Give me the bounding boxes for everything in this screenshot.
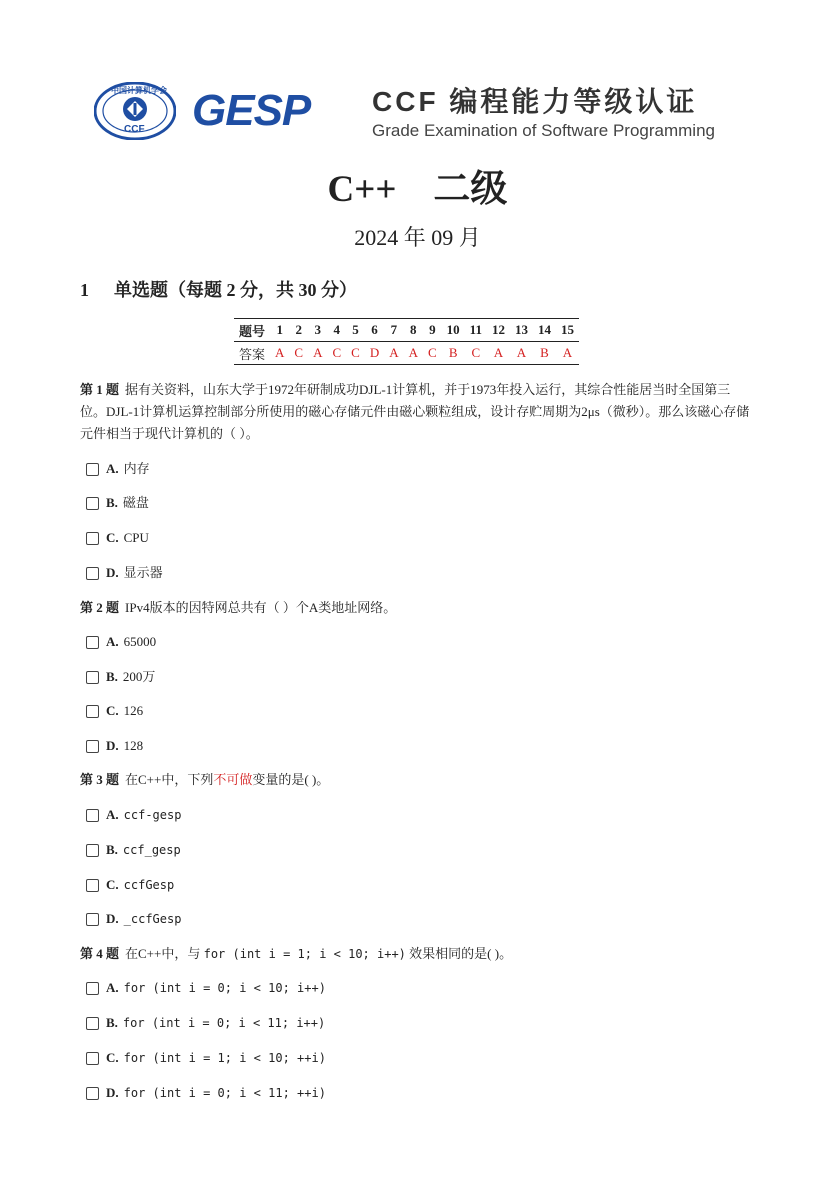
question-number-cell: 10: [442, 319, 465, 342]
answer-cell: D: [365, 342, 384, 365]
question-3-text: [80, 769, 750, 791]
question-number-cell: 4: [327, 319, 346, 342]
question-number-cell: 1: [270, 319, 289, 342]
checkbox-icon[interactable]: [86, 705, 99, 718]
question-4-label: 第 4 题: [80, 946, 120, 961]
answer-table-head-label: 题号: [234, 319, 270, 342]
answer-cell: C: [327, 342, 346, 365]
option-letter: D.: [106, 738, 119, 753]
option-letter: B.: [106, 495, 118, 510]
question-1-option-c[interactable]: [86, 529, 149, 547]
option-text: 65000: [123, 634, 157, 649]
checkbox-icon[interactable]: [86, 844, 99, 857]
checkbox-icon[interactable]: [86, 740, 99, 753]
question-number-cell: 5: [346, 319, 365, 342]
checkbox-icon[interactable]: [86, 982, 99, 995]
question-4-stem-before: 在C++中，与: [125, 946, 201, 961]
question-3-stem-after: 变量的是( )。: [252, 772, 330, 787]
question-number-cell: 11: [465, 319, 487, 342]
checkbox-icon[interactable]: [86, 463, 99, 476]
checkbox-icon[interactable]: [86, 532, 99, 545]
checkbox-icon[interactable]: [86, 1017, 99, 1030]
question-1-option-d[interactable]: [86, 564, 163, 582]
question-3-stem-before: 在C++中，下列: [125, 772, 214, 787]
section-heading: [80, 278, 357, 302]
option-code: ccf-gesp: [123, 808, 182, 822]
option-letter: A.: [106, 980, 119, 995]
option-text: 内存: [123, 461, 150, 476]
question-2-option-b[interactable]: [86, 668, 155, 686]
option-letter: C.: [106, 877, 119, 892]
option-code: for (int i = 0; i < 11; i++): [122, 1016, 326, 1030]
question-3-option-a[interactable]: [86, 806, 181, 824]
answer-cell: C: [423, 342, 442, 365]
question-number-cell: 12: [487, 319, 510, 342]
answer-cell: A: [510, 342, 533, 365]
question-4-option-c[interactable]: [86, 1049, 326, 1067]
section-number: 1: [80, 280, 89, 300]
checkbox-icon[interactable]: [86, 671, 99, 684]
question-2-option-a[interactable]: [86, 633, 156, 651]
question-4-stem-after: 效果相同的是( )。: [409, 946, 513, 961]
question-4-stem-code: for (int i = 1; i < 10; i++): [203, 947, 406, 961]
gesp-logo: GESP: [192, 86, 311, 135]
option-text: 200万: [122, 669, 156, 684]
option-code: for (int i = 0; i < 10; i++): [123, 981, 326, 995]
question-4-text: [80, 943, 750, 965]
answer-table-header-row: [234, 319, 579, 342]
option-letter: D.: [106, 911, 119, 926]
question-3-stem-highlight: 不可做: [213, 772, 253, 787]
question-1-option-b[interactable]: [86, 494, 149, 512]
question-3-option-c[interactable]: [86, 876, 174, 894]
checkbox-icon[interactable]: [86, 913, 99, 926]
question-3-option-b[interactable]: [86, 841, 181, 859]
answer-cell: B: [533, 342, 556, 365]
question-number-cell: 7: [384, 319, 403, 342]
answer-cell: C: [289, 342, 308, 365]
option-code: for (int i = 1; i < 10; ++i): [123, 1051, 326, 1065]
answer-cell: A: [404, 342, 423, 365]
checkbox-icon[interactable]: [86, 1052, 99, 1065]
option-text: 磁盘: [122, 495, 149, 510]
question-3-option-d[interactable]: [86, 910, 181, 928]
checkbox-icon[interactable]: [86, 879, 99, 892]
checkbox-icon[interactable]: [86, 636, 99, 649]
question-2-label: 第 2 题: [80, 600, 120, 615]
question-number-cell: 15: [556, 319, 579, 342]
answer-table-answer-label: 答案: [234, 342, 270, 365]
option-letter: B.: [106, 842, 118, 857]
question-1-text: [80, 379, 750, 445]
answer-cell: C: [465, 342, 487, 365]
option-code: ccf_gesp: [122, 843, 181, 857]
page-title: C++ 二级: [327, 169, 508, 210]
section-title: 单选题（每题 2 分，共 30 分）: [114, 280, 357, 300]
answer-cell: C: [346, 342, 365, 365]
question-2-stem: IPv4版本的因特网总共有（ ）个A类地址网络。: [125, 600, 397, 615]
option-code: _ccfGesp: [123, 912, 182, 926]
question-number-cell: 3: [308, 319, 327, 342]
question-4-option-d[interactable]: [86, 1084, 326, 1102]
option-text: 126: [123, 703, 144, 718]
option-code: for (int i = 0; i < 11; ++i): [123, 1086, 326, 1100]
option-letter: C.: [106, 1050, 119, 1065]
question-4-option-b[interactable]: [86, 1014, 325, 1032]
question-1-stem: 据有关资料，山东大学于1972年研制成功DJL-1计算机，并于1973年投入运行，其综合性能居当时全国第三位。DJL-1计算机运算控制部分所使用的磁心存储元件由磁心颗粒组成，设计存贮周期为2μs（微秒）。那么该磁心存储元件相当于现代计算机的（ ）。: [80, 382, 750, 441]
option-text: 128: [123, 738, 144, 753]
question-1-label: 第 1 题: [80, 382, 120, 397]
option-code: ccfGesp: [123, 878, 175, 892]
question-number-cell: 14: [533, 319, 556, 342]
checkbox-icon[interactable]: [86, 497, 99, 510]
question-4-option-a[interactable]: [86, 979, 326, 997]
question-number-cell: 13: [510, 319, 533, 342]
option-letter: B.: [106, 1015, 118, 1030]
question-number-cell: 6: [365, 319, 384, 342]
checkbox-icon[interactable]: [86, 567, 99, 580]
answer-cell: A: [384, 342, 403, 365]
question-1-option-a[interactable]: [86, 460, 150, 478]
question-number-cell: 9: [423, 319, 442, 342]
answer-cell: B: [442, 342, 465, 365]
option-letter: A.: [106, 634, 119, 649]
option-letter: D.: [106, 565, 119, 580]
answer-table-answer-row: [234, 342, 579, 365]
question-number-cell: 8: [404, 319, 423, 342]
question-2-option-d[interactable]: [86, 737, 143, 755]
option-letter: C.: [106, 530, 119, 545]
option-letter: A.: [106, 807, 119, 822]
option-letter: D.: [106, 1085, 119, 1100]
option-letter: B.: [106, 669, 118, 684]
question-2-option-c[interactable]: [86, 702, 143, 720]
answer-table: [234, 318, 579, 365]
brand-title: CCF 编程能力等级认证: [372, 86, 698, 117]
answer-cell: A: [270, 342, 289, 365]
answer-cell: A: [556, 342, 579, 365]
seal-text-top: 中国计算机学会: [111, 86, 167, 95]
option-letter: C.: [106, 703, 119, 718]
answer-cell: A: [487, 342, 510, 365]
option-text: CPU: [123, 530, 149, 545]
question-number-cell: 2: [289, 319, 308, 342]
checkbox-icon[interactable]: [86, 809, 99, 822]
option-text: 显示器: [123, 565, 163, 580]
question-3-label: 第 3 题: [80, 772, 120, 787]
option-letter: A.: [106, 461, 119, 476]
exam-date: 2024 年 09 月: [354, 225, 481, 250]
checkbox-icon[interactable]: [86, 1087, 99, 1100]
answer-cell: A: [308, 342, 327, 365]
brand-subtitle: Grade Examination of Software Programming: [372, 121, 715, 140]
question-2-text: [80, 597, 750, 619]
seal-text-bottom: CCF: [124, 124, 145, 135]
